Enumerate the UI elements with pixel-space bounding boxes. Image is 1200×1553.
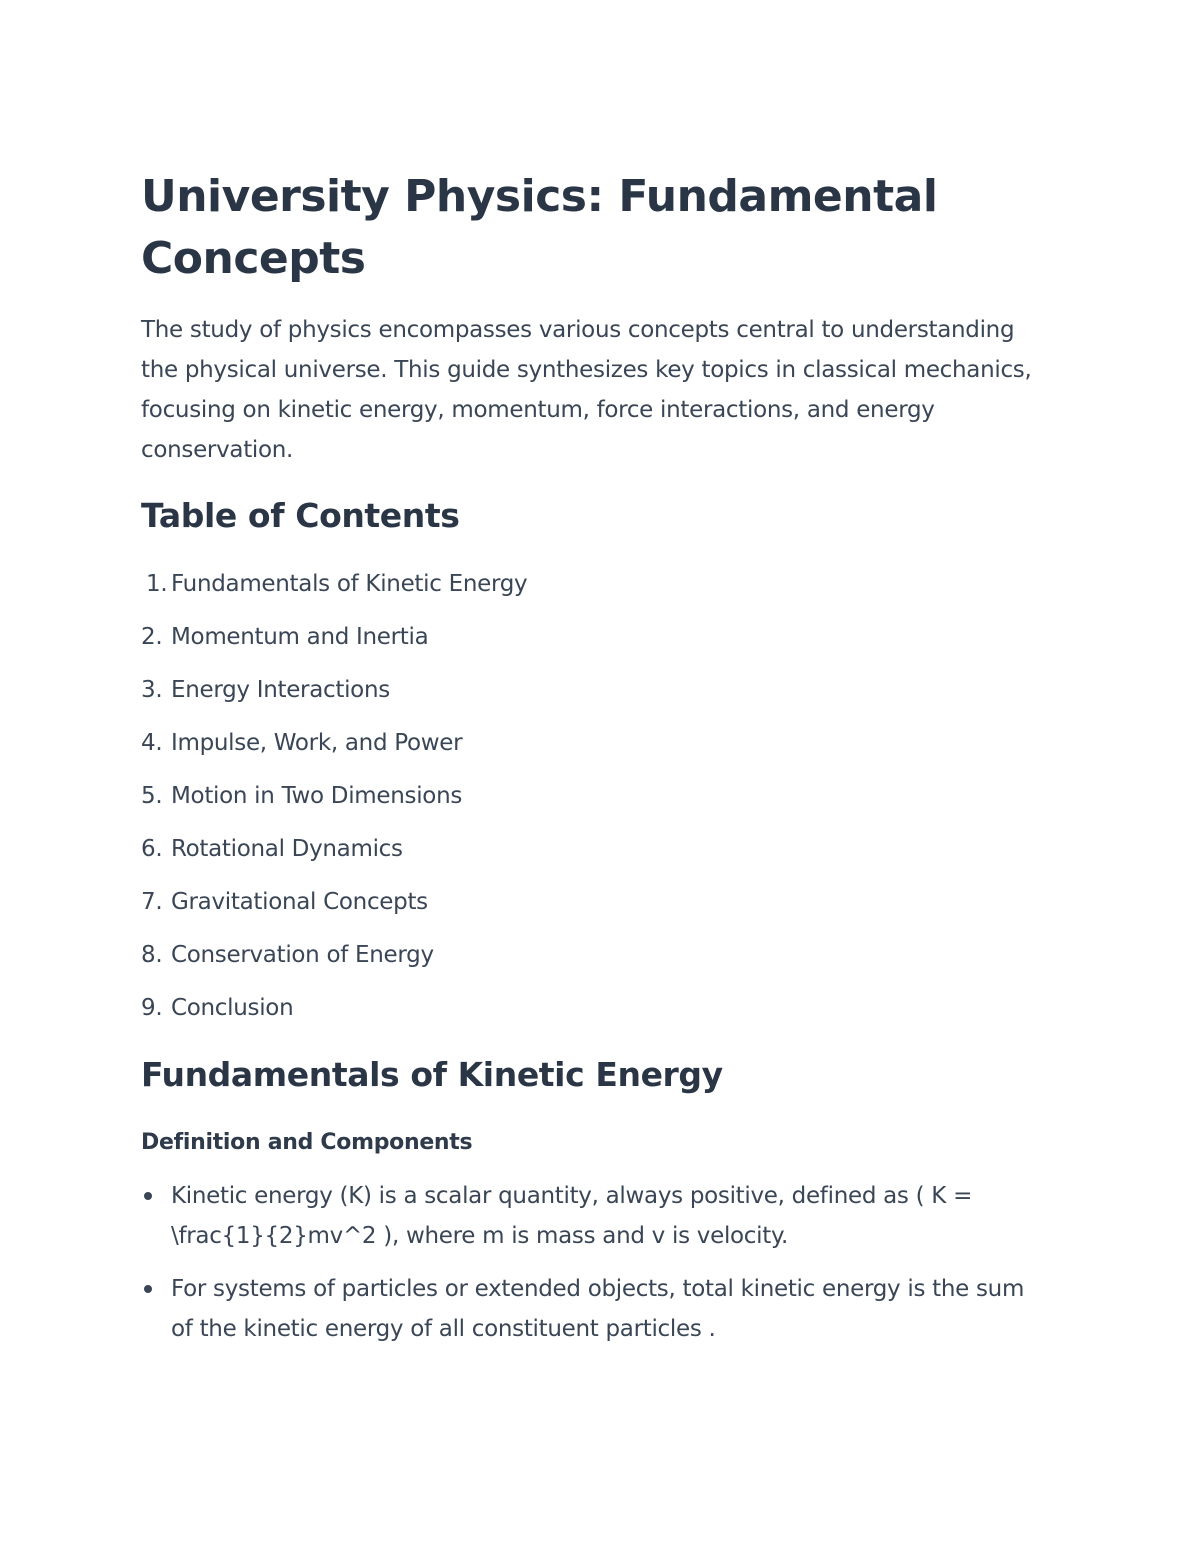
- toc-item[interactable]: [141, 666, 527, 719]
- toc-item[interactable]: [141, 984, 527, 1037]
- toc-item-label[interactable]: Impulse, Work, and Power: [171, 730, 463, 756]
- toc-item-label[interactable]: Gravitational Concepts: [171, 889, 428, 915]
- intro-paragraph: The study of physics encompasses various concepts central to understanding the physical universe. This guide synthesizes key topics in classical mechanics, focusing on kinetic energy, momentum, force interactions, and energy conservation.: [141, 317, 1032, 463]
- toc-item-number: 4.: [141, 730, 163, 756]
- bullet-item: [141, 1269, 1051, 1349]
- toc-item[interactable]: [141, 719, 527, 772]
- toc-item[interactable]: [141, 931, 527, 984]
- toc-item-number: 9.: [141, 995, 163, 1021]
- bullet-dot-icon: [144, 1192, 152, 1200]
- bullet-dot-icon: [144, 1285, 152, 1293]
- toc-item[interactable]: [141, 878, 527, 931]
- toc-item-label[interactable]: Conservation of Energy: [171, 942, 434, 968]
- toc-item-label[interactable]: Fundamentals of Kinetic Energy: [171, 571, 528, 597]
- table-of-contents: [141, 560, 527, 1037]
- toc-item-number: 6.: [141, 836, 163, 862]
- toc-item[interactable]: [141, 825, 527, 878]
- toc-item-label[interactable]: Energy Interactions: [171, 677, 390, 703]
- document-title: University Physics: Fundamental Concepts: [141, 171, 938, 284]
- toc-item-label[interactable]: Motion in Two Dimensions: [171, 783, 463, 809]
- bullet-list: [141, 1176, 1051, 1362]
- bullet-text: For systems of particles or extended objects, total kinetic energy is the sum of the kinetic energy of all constituent particles .: [171, 1276, 1025, 1342]
- toc-heading: Table of Contents: [141, 496, 460, 535]
- toc-item-number: 1.: [146, 571, 168, 597]
- bullet-text: Kinetic energy (K) is a scalar quantity, always positive, defined as ( K = \frac{1}{2}mv^2 ), where m is mass and v is velocity.: [171, 1183, 973, 1249]
- subsection-heading-definition: Definition and Components: [141, 1130, 473, 1155]
- toc-item-number: 7.: [141, 889, 163, 915]
- toc-item[interactable]: [141, 772, 527, 825]
- toc-item-label[interactable]: Conclusion: [171, 995, 294, 1021]
- toc-item-label[interactable]: Rotational Dynamics: [171, 836, 403, 862]
- toc-item-label[interactable]: Momentum and Inertia: [171, 624, 429, 650]
- bullet-item: [141, 1176, 1051, 1256]
- toc-item[interactable]: [141, 613, 527, 666]
- toc-item-number: 8.: [141, 942, 163, 968]
- section-heading-kinetic-energy: Fundamentals of Kinetic Energy: [141, 1055, 723, 1094]
- toc-item-number: 2.: [141, 624, 163, 650]
- toc-item[interactable]: [141, 560, 527, 613]
- toc-item-number: 5.: [141, 783, 163, 809]
- toc-item-number: 3.: [141, 677, 163, 703]
